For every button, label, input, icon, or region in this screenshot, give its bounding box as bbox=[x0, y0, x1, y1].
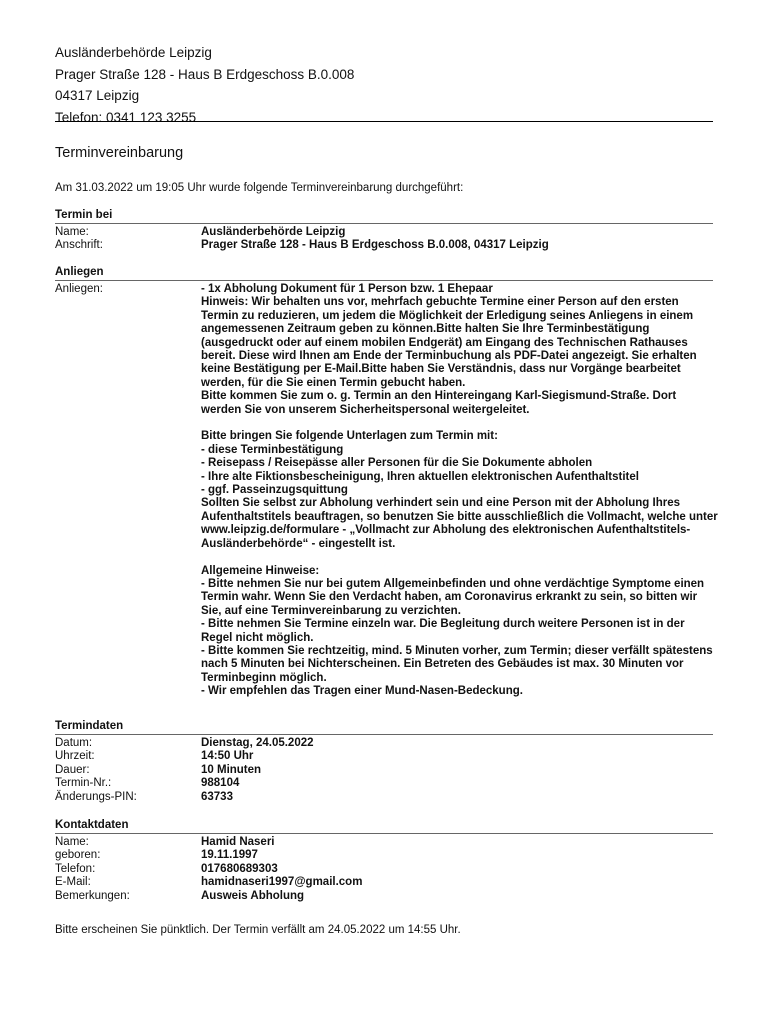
info-row bbox=[55, 863, 713, 876]
section-heading: Termin bei bbox=[55, 209, 713, 224]
info-row bbox=[55, 239, 713, 252]
anliegen-line: Ausländerbehörde“ - eingestellt ist. bbox=[201, 537, 396, 550]
info-row bbox=[55, 777, 713, 790]
info-row bbox=[55, 791, 713, 804]
info-row bbox=[55, 226, 713, 239]
field-label: Name: bbox=[55, 836, 89, 848]
page-title: Terminvereinbarung bbox=[55, 145, 184, 161]
field-label: geboren: bbox=[55, 849, 101, 862]
anliegen-line: Sie, auf eine Terminvereinbarung zu verzichten. bbox=[201, 604, 461, 617]
info-row bbox=[55, 890, 713, 903]
info-row bbox=[55, 836, 713, 849]
anliegen-line: Sollten Sie selbst zur Abholung verhindert sein und eine Person mit der Abholung Ihres bbox=[201, 497, 681, 510]
anliegen-text bbox=[201, 283, 718, 699]
anliegen-line: werden, für die Sie einen Termin gebucht haben. bbox=[201, 376, 466, 389]
section-termindaten bbox=[55, 720, 713, 804]
authority-street: Prager Straße 128 - Haus B Erdgeschoss B.0.008 bbox=[55, 66, 355, 82]
info-row bbox=[55, 764, 713, 777]
anliegen-line: - Ihre alte Fiktionsbescheinigung, Ihren aktuellen elektronischen Aufenthaltstitel bbox=[201, 470, 639, 483]
section-heading: Anliegen bbox=[55, 266, 713, 281]
anliegen-line: Regel nicht möglich. bbox=[201, 631, 314, 644]
anliegen-line: werden Sie von unserem Sicherheitspersonal weitergeleitet. bbox=[201, 403, 530, 416]
section-kontaktdaten bbox=[55, 819, 713, 903]
termindaten-rows bbox=[55, 737, 713, 804]
field-value: 14:50 Uhr bbox=[201, 750, 254, 763]
info-row bbox=[55, 283, 718, 699]
anliegen-line: - Bitte nehmen Sie nur bei gutem Allgemeinbefinden und ohne verdächtige Symptome einen bbox=[201, 577, 705, 590]
anliegen-line: - Reisepass / Reisepässe aller Personen für die Sie Dokumente abholen bbox=[201, 457, 593, 470]
intro-text: Am 31.03.2022 um 19:05 Uhr wurde folgende Terminvereinbarung durchgeführt: bbox=[55, 182, 464, 194]
anliegen-line: www.leipzig.de/formulare - „Vollmacht zur Abholung des elektronischen Aufenthaltstitels- bbox=[201, 524, 691, 537]
anliegen-line: - ggf. Passeinzugsquittung bbox=[201, 484, 348, 497]
authority-phone: Telefon: 0341 123 3255 bbox=[55, 109, 197, 125]
anliegen-line: Termin wahr. Wenn Sie den Verdacht haben, am Coronavirus erkrankt zu sein, so bitten wir bbox=[201, 591, 698, 604]
authority-city: 04317 Leipzig bbox=[55, 88, 140, 103]
field-value: 988104 bbox=[201, 777, 240, 790]
field-value: Hamid Naseri bbox=[201, 836, 275, 848]
field-value: Ausländerbehörde Leipzig bbox=[201, 226, 346, 238]
field-value: Dienstag, 24.05.2022 bbox=[201, 737, 314, 749]
info-row bbox=[55, 737, 713, 750]
info-row bbox=[55, 876, 713, 889]
field-value: 017680689303 bbox=[201, 862, 278, 875]
field-value: 63733 bbox=[201, 790, 233, 803]
authority-address bbox=[55, 42, 354, 128]
anliegen-line: Bitte kommen Sie zum o. g. Termin an den Hintereingang Karl-Siegismund-Straße. Dort bbox=[201, 390, 677, 403]
anliegen-line: Aufenthaltstitels beauftragen, so benutzen Sie bitte ausschließlich die Vollmacht, welche unter bbox=[201, 510, 718, 523]
footer-note: Bitte erscheinen Sie pünktlich. Der Termin verfällt am 24.05.2022 um 14:55 Uhr. bbox=[55, 924, 461, 936]
anliegen-line: - 1x Abholung Dokument für 1 Person bzw. 1 Ehepaar bbox=[201, 283, 493, 295]
paragraph-gap bbox=[201, 417, 718, 430]
field-label: Uhrzeit: bbox=[55, 750, 95, 763]
anliegen-line: - diese Terminbestätigung bbox=[201, 443, 344, 456]
anliegen-line: angemessenen Zeitraum geben zu können.Bitte halten Sie Ihre Terminbestätigung bbox=[201, 323, 650, 336]
anliegen-line: Termin zu reduzieren, um jedem die Möglichkeit der Erledigung seines Anliegens in einem bbox=[201, 309, 694, 322]
field-label: Telefon: bbox=[55, 862, 96, 875]
field-label: Bemerkungen: bbox=[55, 889, 130, 902]
section-heading: Kontaktdaten bbox=[55, 819, 713, 834]
header-divider bbox=[55, 121, 713, 122]
field-label: Termin-Nr.: bbox=[55, 777, 112, 790]
anliegen-line: keine Bestätigung per E-Mail.Bitte haben Sie Verständnis, dass nur Vorgänge bearbeitet bbox=[201, 363, 681, 376]
info-row bbox=[55, 750, 713, 763]
field-value: Prager Straße 128 - Haus B Erdgeschoss B.0.008, 04317 Leipzig bbox=[201, 239, 549, 252]
field-value: Ausweis Abholung bbox=[201, 889, 305, 902]
field-label: Anschrift: bbox=[55, 239, 103, 252]
anliegen-line: Hinweis: Wir behalten uns vor, mehrfach gebuchte Termine einer Person auf den ersten bbox=[201, 296, 679, 309]
anliegen-line: (ausgedruckt oder auf einem mobilen Endgerät) am Eingang des Technischen Rathauses bbox=[201, 336, 688, 349]
field-value: 19.11.1997 bbox=[201, 849, 258, 862]
authority-name: Ausländerbehörde Leipzig bbox=[55, 45, 212, 60]
field-label: Änderungs-PIN: bbox=[55, 790, 137, 803]
anliegen-line: - Wir empfehlen das Tragen einer Mund-Nasen-Bedeckung. bbox=[201, 685, 523, 698]
field-value: hamidnaseri1997@gmail.com bbox=[201, 876, 363, 889]
field-label: Datum: bbox=[55, 737, 93, 749]
anliegen-line: Bitte bringen Sie folgende Unterlagen zum Termin mit: bbox=[201, 430, 498, 443]
section-heading: Termindaten bbox=[55, 720, 713, 735]
info-row bbox=[55, 849, 713, 862]
kontaktdaten-rows bbox=[55, 836, 713, 903]
paragraph-gap bbox=[201, 551, 718, 564]
anliegen-line: bereit. Diese wird Ihnen am Ende der Terminbuchung als PDF-Datei angezeigt. Sie erhalten bbox=[201, 350, 697, 363]
field-value: 10 Minuten bbox=[201, 763, 262, 776]
anliegen-line: nach 5 Minuten bei Nichterscheinen. Ein Betreten des Gebäudes ist max. 30 Minuten vor bbox=[201, 658, 684, 671]
section-termin-bei bbox=[55, 209, 713, 253]
field-label: Name: bbox=[55, 226, 89, 238]
anliegen-line: - Bitte nehmen Sie Termine einzeln war. Die Begleitung durch weitere Personen ist in der bbox=[201, 618, 685, 631]
anliegen-line: Allgemeine Hinweise: bbox=[201, 564, 320, 577]
field-label: Dauer: bbox=[55, 763, 90, 776]
section-anliegen bbox=[55, 266, 718, 699]
field-label: E-Mail: bbox=[55, 876, 91, 889]
field-label: Anliegen: bbox=[55, 283, 103, 295]
anliegen-line: Terminbeginn möglich. bbox=[201, 671, 327, 684]
anliegen-line: - Bitte kommen Sie rechtzeitig, mind. 5 Minuten vorher, zum Termin; dieser verfällt spätestens bbox=[201, 644, 713, 657]
